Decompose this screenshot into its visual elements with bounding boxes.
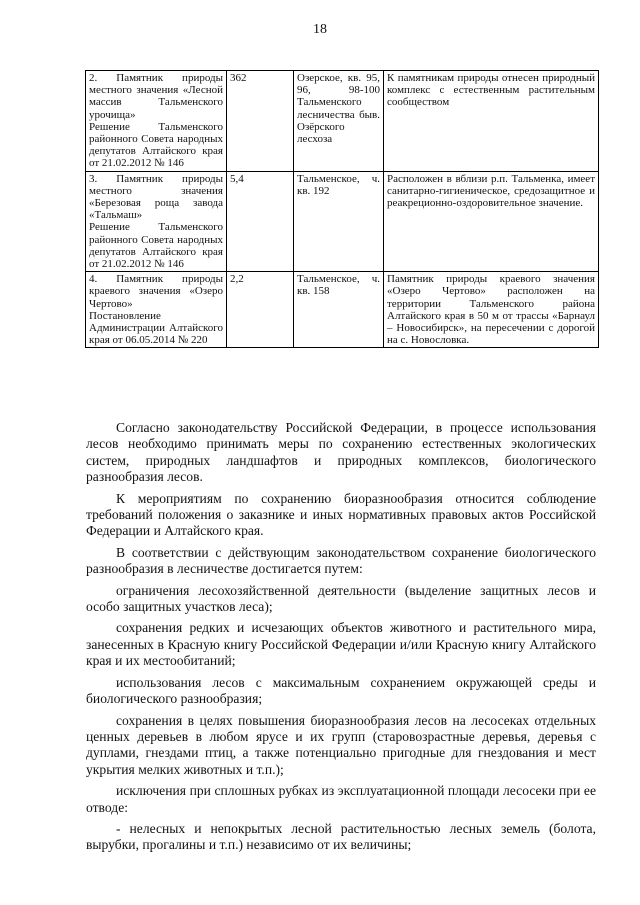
paragraph-method-exclusion: исключения при сплошных рубках из эксплуатационной площади лесосеки при ее отводе: <box>86 783 596 815</box>
monument-description: Расположен в вблизи р.п. Тальменка, имеет санитарно-гигиеническое, средозащитное и реакреционно-оздоровительное значение. <box>384 171 599 272</box>
monument-location: Озерское, кв. 95, 96, 98-100 Тальменского лесничества быв. Озёрского лесхоза <box>294 71 384 172</box>
monument-decision: Решение Тальменского районного Совета народных депутатов Алтайского края от 21.02.2012 № 146 <box>89 120 223 170</box>
paragraph-measures: К мероприятиям по сохранению биоразнообразия относится соблюдение требований положения о заказнике и иных нормативных правовых актов Российской Федерации и Алтайского края. <box>86 490 596 539</box>
monument-area: 2,2 <box>227 272 294 348</box>
paragraph-exclusion-item: - нелесных и непокрытых лесной растительностью лесных земель (болота, вырубки, прогалины и т.п.) независимо от их величины; <box>86 820 596 853</box>
page-number: 18 <box>313 22 327 37</box>
monument-area: 5,4 <box>227 171 294 272</box>
monument-decision: Постановление Администрации Алтайского края от 06.05.2014 № 220 <box>89 309 223 347</box>
natural-monuments-table <box>85 70 599 348</box>
paragraph-method-rare-species: сохранения редких и исчезающих объектов животного и растительного мира, занесенных в Красную книгу Российской Федерации и/или Красную книгу Алтайского края и их местообитаний; <box>86 620 596 669</box>
monument-title: 4. Памятник природы краевого значения «Озеро Чертово» <box>89 273 223 310</box>
monument-location: Тальменское, ч. кв. 192 <box>294 171 384 272</box>
monument-title: 2. Памятник природы местного значения «Лесной массив Тальменского урочища» <box>89 72 223 121</box>
monument-title: 3. Памятник природы местного значения «Березовая роща завода «Тальмаш» <box>89 172 223 222</box>
paragraph-methods-intro: В соответствии с действующим законодательством сохранение биологического разнообразия в лесничестве достигается путем: <box>86 544 596 577</box>
paragraph-method-forest-use: использования лесов с максимальным сохранением окружающей среды и биологического разнообразия; <box>86 674 596 707</box>
monument-description: К памятникам природы отнесен природный комплекс с естественным растительным сообществом <box>384 71 599 172</box>
monument-location: Тальменское, ч. кв. 158 <box>294 272 384 348</box>
paragraph-method-restriction: ограничения лесохозяйственной деятельности (выделение защитных лесов и особо защитных участков леса); <box>86 582 596 615</box>
table-row <box>86 71 599 172</box>
body-text <box>86 420 596 859</box>
paragraph-method-valuable-trees: сохранения в целях повышения биоразнообразия лесов на лесосеках отдельных ценных деревьев в любом ярусе и их групп (старовозрастные деревья, деревья с дуплами, гнездами птиц, а также потенциально пригодные для гнездования и мест укрытия мелких животных и т.п.); <box>86 712 596 777</box>
monument-description: Памятник природы краевого значения «Озеро Чертово» расположен на территории Тальменского района Алтайского края в 50 м от трассы «Барнаул – Новосибирск», на пересечении с дорогой на с. Новословка. <box>384 272 599 348</box>
table-row <box>86 272 599 348</box>
monument-decision: Решение Тальменского районного Совета народных депутатов Алтайского края от 21.02.2012 № 146 <box>89 221 223 271</box>
paragraph-legislation: Согласно законодательству Российской Федерации, в процессе использования лесов необходимо принимать меры по сохранению естественных экологических систем, природных ландшафтов и природных комплексов, биологического разнообразия лесов. <box>86 420 596 485</box>
monument-area: 362 <box>227 71 294 172</box>
monument-name-cell <box>86 71 227 172</box>
monument-name-cell <box>86 272 227 348</box>
monument-name-cell <box>86 171 227 272</box>
table-row <box>86 171 599 272</box>
